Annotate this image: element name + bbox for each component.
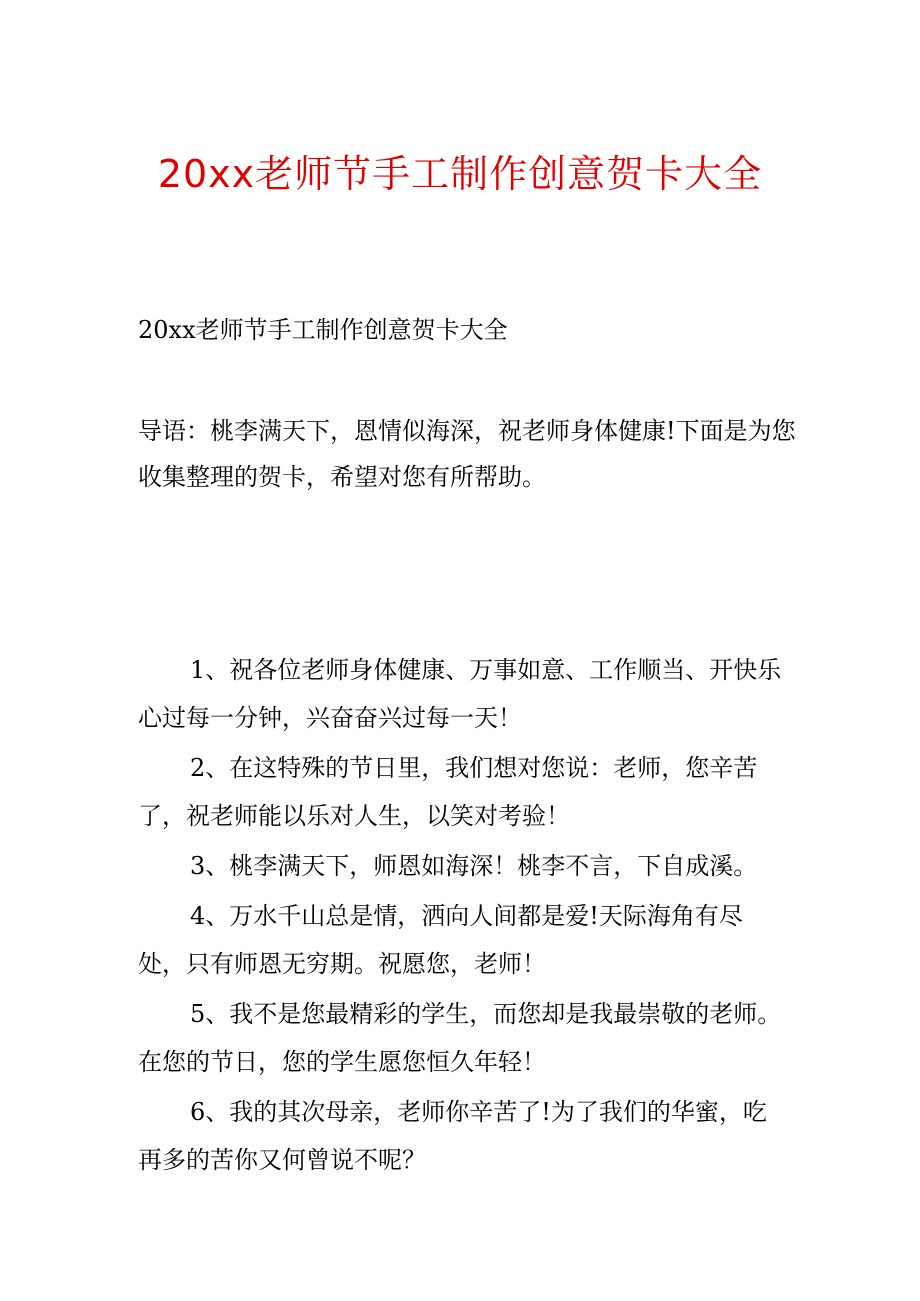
- list-item: 3、桃李满天下，师恩如海深！桃李不言，下自成溪。: [190, 852, 758, 880]
- list-item: 1、祝各位老师身体健康、万事如意、工作顺当、开快乐心过每一分钟，兴奋奋兴过每一天！: [138, 656, 782, 732]
- document-subtitle: 20xx老师节手工制作创意贺卡大全: [138, 316, 508, 344]
- list-item: 4、万水千山总是情，洒向人间都是爱!天际海角有尽处，只有师恩无穷期。祝愿您，老师！: [138, 902, 743, 978]
- intro-paragraph: 导语：桃李满天下，恩情似海深，祝老师身体健康!下面是为您收集整理的贺卡，希望对您有所帮助。: [138, 417, 796, 491]
- list-item: 6、我的其次母亲，老师你辛苦了!为了我们的华蜜，吃再多的苦你又何曾说不呢？: [138, 1098, 767, 1174]
- list-item: 5、我不是您最精彩的学生，而您却是我最崇敬的老师。在您的节日，您的学生愿您恒久年轻！: [138, 1000, 782, 1076]
- document-title: 20xx老师节手工制作创意贺卡大全: [157, 152, 763, 196]
- list-item: 2、在这特殊的节日里，我们想对您说：老师，您辛苦了，祝老师能以乐对人生，以笑对考验！: [138, 754, 758, 830]
- greeting-list: [138, 646, 788, 1186]
